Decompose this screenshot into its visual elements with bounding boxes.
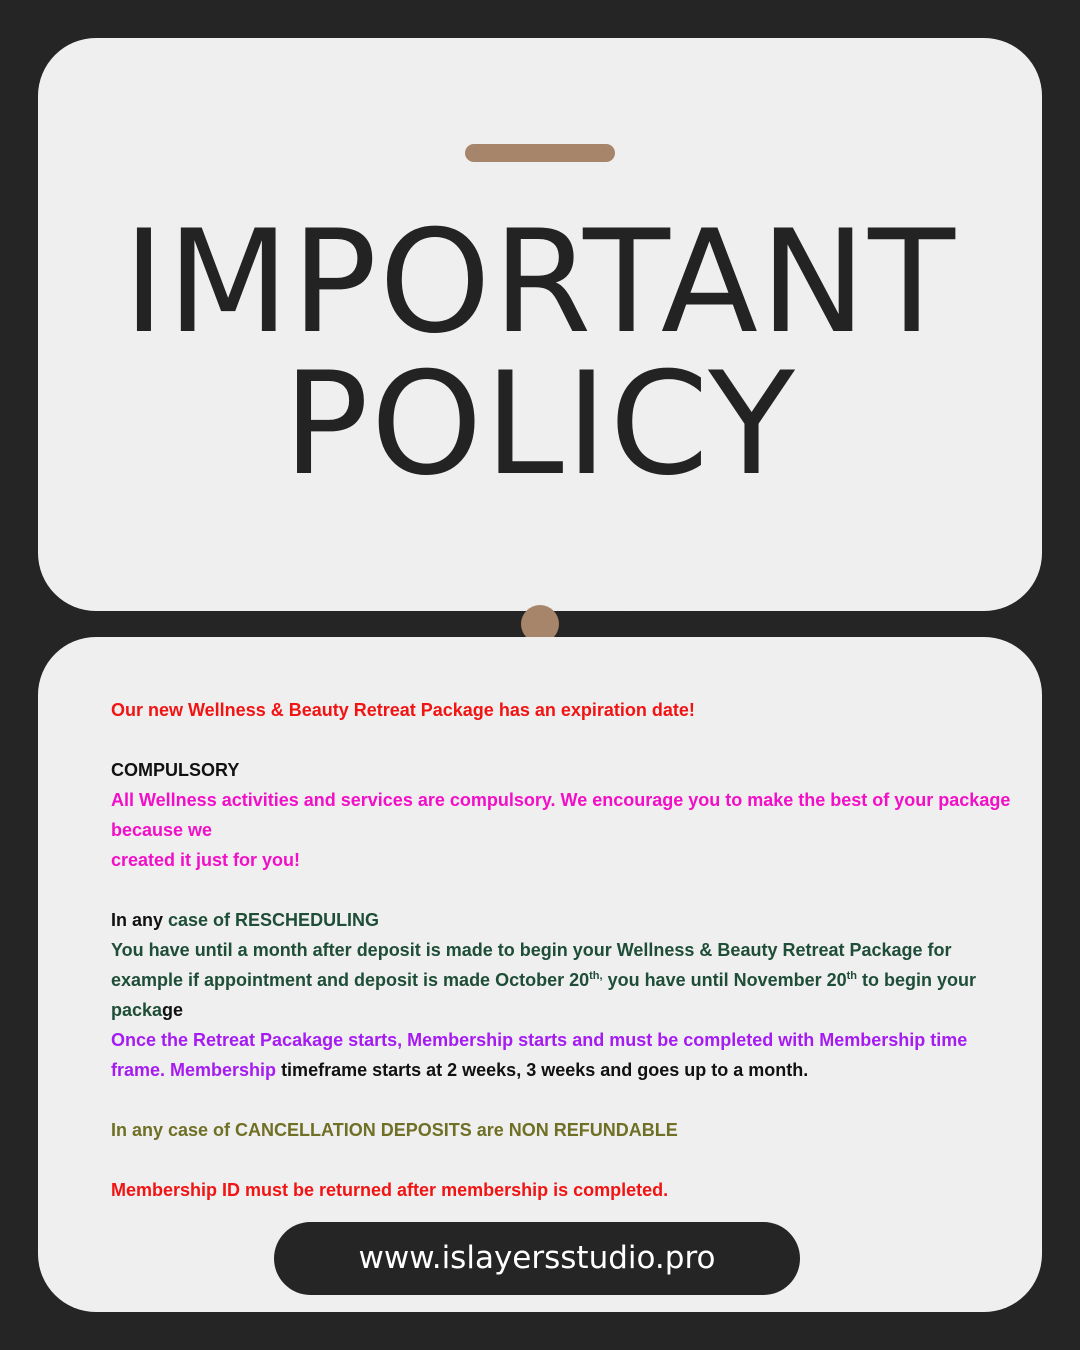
intro-line: Our new Wellness & Beauty Retreat Package has an expiration date! bbox=[111, 700, 695, 720]
website-url[interactable]: www.islayersstudio.pro bbox=[274, 1222, 800, 1295]
rescheduling-heading bbox=[111, 905, 1026, 935]
rescheduling-prefix: In any bbox=[111, 910, 169, 930]
membership-text-b: timeframe starts at 2 weeks, 3 weeks and goes up to a month. bbox=[276, 1060, 809, 1080]
connector-left-bar bbox=[30, 612, 460, 637]
membership-id-line: Membership ID must be returned after membership is completed. bbox=[111, 1180, 669, 1200]
compulsory-text: All Wellness activities and services are compulsory. We encourage you to make the best of your package because we bbox=[111, 790, 1011, 840]
membership-text-a: Once the Retreat Pacakage starts, Membership starts and must be completed with Membership time frame. Membership bbox=[111, 1030, 968, 1080]
rescheduling-label: case of RESCHEDULING bbox=[168, 910, 380, 930]
rescheduling-text-b: you have until November 20 bbox=[602, 970, 847, 990]
title-line-2: POLICY bbox=[283, 342, 797, 507]
accent-bar bbox=[465, 144, 615, 162]
membership-text bbox=[111, 1025, 1026, 1085]
rescheduling-text-d: ge bbox=[162, 1000, 184, 1020]
policy-text-block bbox=[111, 695, 1026, 1205]
connector-right-bar bbox=[620, 612, 1050, 637]
cancellation-line: In any case of CANCELLATION DEPOSITS are NON REFUNDABLE bbox=[111, 1120, 678, 1140]
title-line-1: IMPORTANT bbox=[123, 200, 957, 365]
rescheduling-sup-2: th bbox=[846, 970, 858, 982]
compulsory-text-end: created it just for you! bbox=[111, 850, 301, 870]
compulsory-heading: COMPULSORY bbox=[111, 760, 240, 780]
rescheduling-text-a: You have until a month after deposit is made to begin your Wellness & Beauty Retreat Package for example if appointment and deposit is made October 20 bbox=[111, 940, 952, 990]
rescheduling-text bbox=[111, 935, 1026, 1025]
rescheduling-sup-1: th, bbox=[589, 970, 603, 982]
rescheduling-text-c: to begin your packa bbox=[111, 970, 977, 1020]
